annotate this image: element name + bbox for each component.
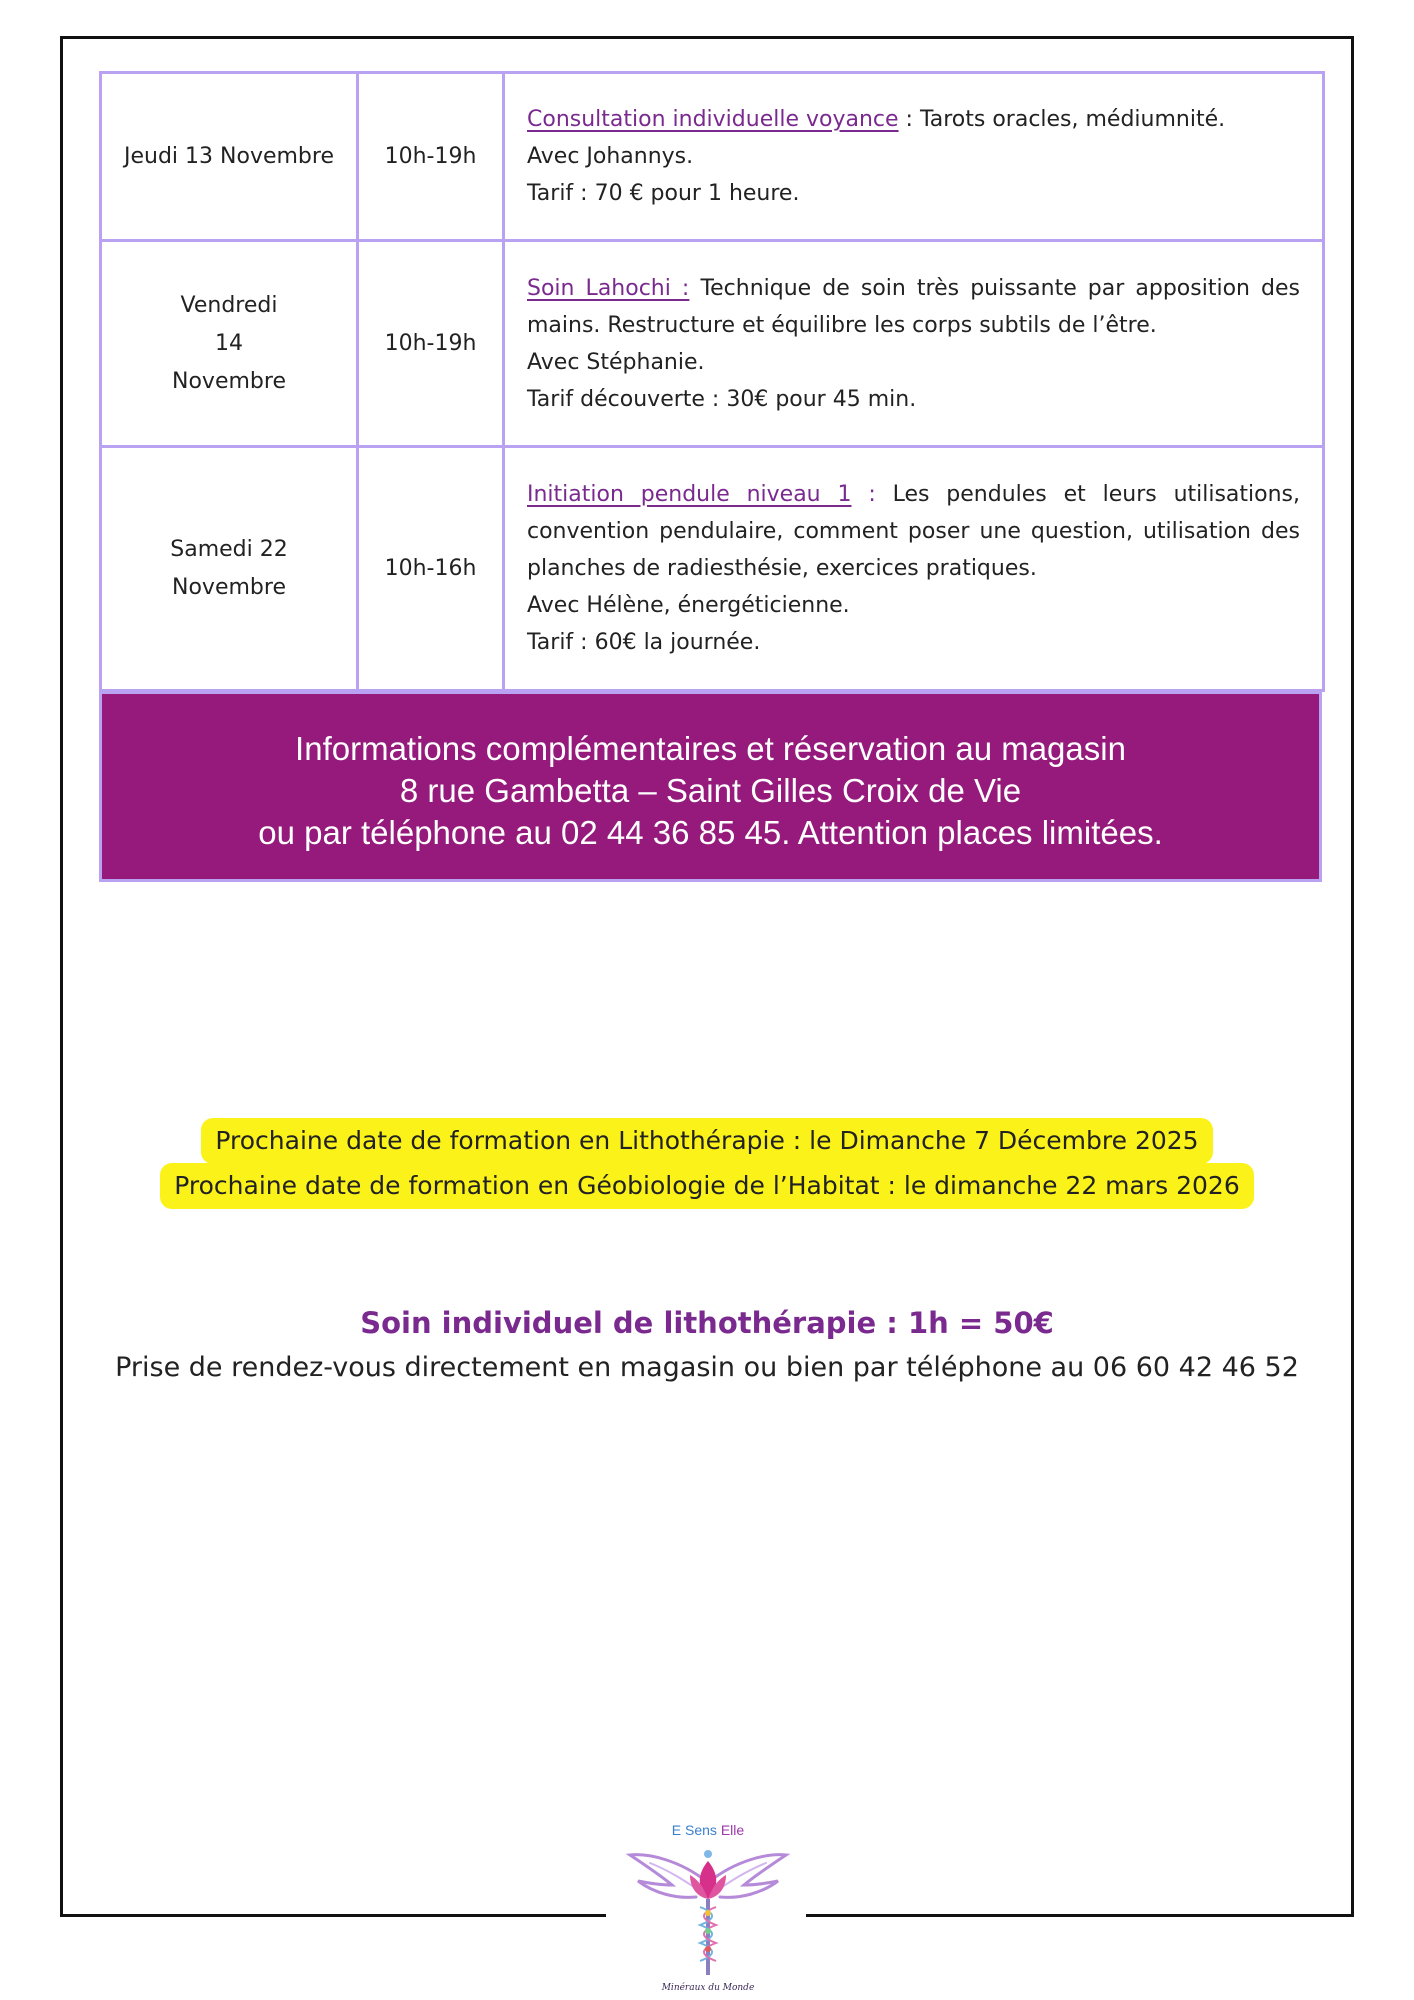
row-time: 10h-19h — [358, 241, 504, 447]
logo — [620, 1815, 796, 2000]
schedule-table — [99, 71, 1325, 692]
row-description — [504, 241, 1324, 447]
row-day — [101, 447, 358, 691]
activity-title-colon: : — [851, 482, 876, 507]
activity-title: Initiation pendule niveau 1 — [527, 482, 852, 507]
logo-name-part1: E Sens — [671, 1822, 721, 1838]
highlight-row-1 — [0, 1118, 1414, 1164]
activity-text: Les pendules et leurs utilisations, convention pendulaire, comment poser une question, utilisation des planches de radiesthésie, exercices pratiques. — [527, 482, 1301, 581]
next-training-geobiologie: Prochaine date de formation en Géobiologie de l’Habitat : le dimanche 22 mars 2026 — [160, 1163, 1253, 1209]
activity-host: Avec Hélène, énergéticienne. — [527, 593, 850, 618]
activity-title: Consultation individuelle voyance — [527, 107, 899, 132]
row-day-text: Vendredi 14 Novembre — [172, 292, 286, 394]
activity-price: Tarif : 70 € pour 1 heure. — [527, 181, 800, 206]
row-day-text: Samedi 22 Novembre — [170, 536, 288, 600]
activity-text: : Tarots oracles, médiumnité. — [898, 107, 1226, 132]
logo-name-part2: Elle — [720, 1822, 745, 1838]
row-day — [101, 241, 358, 447]
info-line-1: Informations complémentaires et réservation au magasin — [295, 730, 1126, 767]
schedule-row — [101, 73, 1324, 241]
row-description — [504, 447, 1324, 691]
row-time: 10h-19h — [358, 73, 504, 241]
activity-host: Avec Stéphanie. — [527, 349, 705, 375]
logo-name — [620, 1822, 796, 1838]
schedule-row — [101, 241, 1324, 447]
next-training-lithotherapie: Prochaine date de formation en Lithothérapie : le Dimanche 7 Décembre 2025 — [201, 1118, 1212, 1164]
row-day: Jeudi 13 Novembre — [101, 73, 358, 241]
winged-lotus-icon — [620, 1841, 796, 1983]
activity-price: Tarif découverte : 30€ pour 45 min. — [527, 386, 917, 412]
highlight-row-2 — [0, 1163, 1414, 1209]
row-time: 10h-16h — [358, 447, 504, 691]
soin-title: Soin individuel de lithothérapie : 1h = 50€ — [360, 1306, 1054, 1340]
row-description — [504, 73, 1324, 241]
logo-tagline: Minéraux du Monde — [661, 1983, 755, 1993]
frame-bottom-right — [806, 1914, 1354, 1917]
activity-text: Technique de soin très puissante par apposition des mains. Restructure et équilibre les corps subtils de l’être. — [527, 275, 1301, 338]
schedule-row — [101, 447, 1324, 691]
activity-price: Tarif : 60€ la journée. — [527, 630, 761, 655]
frame-bottom-left — [60, 1914, 606, 1917]
activity-host: Avec Johannys. — [527, 144, 694, 169]
soin-booking-line: Prise de rendez-vous directement en magasin ou bien par téléphone au 06 60 42 46 52 — [115, 1352, 1299, 1383]
info-banner — [99, 691, 1322, 882]
info-line-3: ou par téléphone au 02 44 36 85 45. Attention places limitées. — [258, 814, 1163, 851]
activity-title: Soin Lahochi : — [527, 275, 690, 301]
info-line-2: 8 rue Gambetta – Saint Gilles Croix de Vie — [399, 772, 1022, 809]
